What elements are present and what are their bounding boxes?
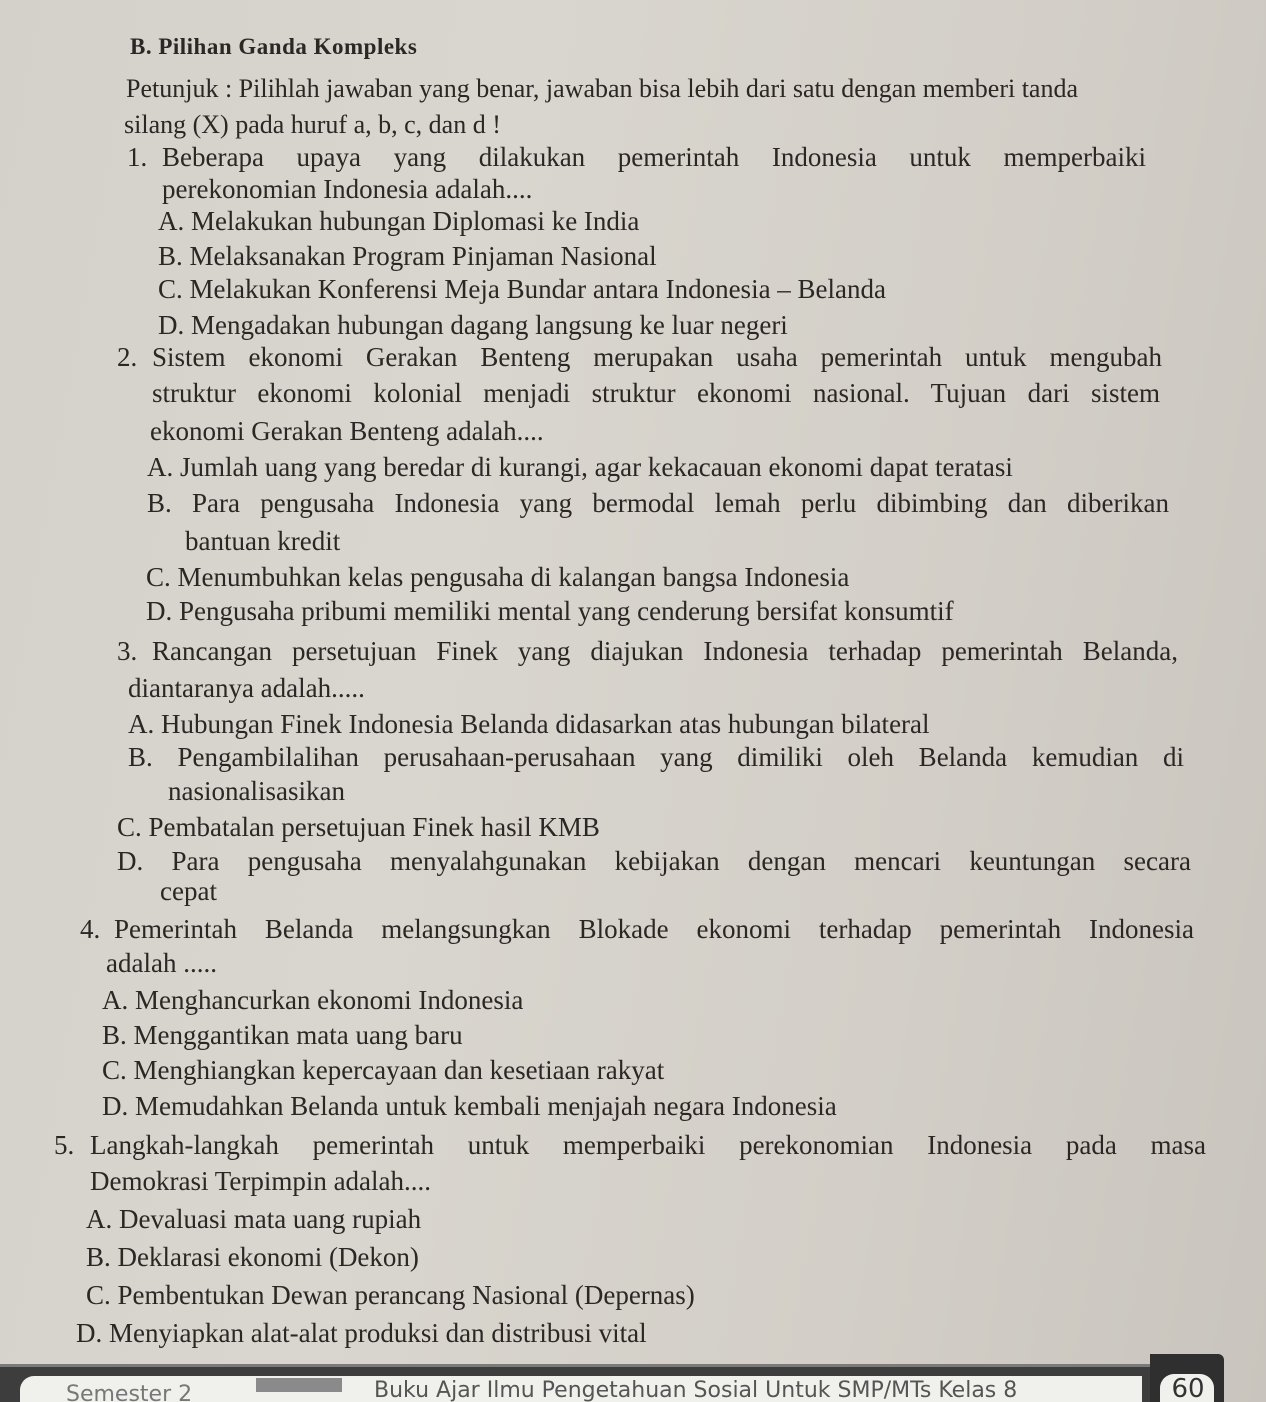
question-stem-line: Beberapa upaya yang dilakukan pemerintah Indonesia untuk memperbaiki <box>162 142 1146 172</box>
question-stem-line: Pemerintah Belanda melangsungkan Blokade ekonomi terhadap pemerintah Indonesia <box>114 914 1194 944</box>
question-number: 4. <box>80 914 101 944</box>
page-number: 60 <box>1171 1374 1205 1402</box>
question-stem-line: Demokrasi Terpimpin adalah.... <box>90 1166 432 1196</box>
option-a[interactable]: A. Jumlah uang yang beredar di kurangi, agar kekacauan ekonomi dapat teratasi <box>147 452 1013 482</box>
option-c[interactable]: C. Menghiangkan kepercayaan dan kesetiaan rakyat <box>102 1055 665 1085</box>
option-a[interactable]: A. Menghancurkan ekonomi Indonesia <box>102 985 524 1015</box>
option-b[interactable]: B. Para pengusaha Indonesia yang bermodal lemah perlu dibimbing dan diberikan <box>147 488 1169 518</box>
option-c[interactable]: C. Pembatalan persetujuan Finek hasil KMB <box>117 812 600 842</box>
option-c[interactable]: C. Pembentukan Dewan perancang Nasional (Depernas) <box>86 1280 695 1310</box>
footer-book-title: Buku Ajar Ilmu Pengetahuan Sosial Untuk SMP/MTs Kelas 8 <box>374 1378 1018 1402</box>
question-number: 3. <box>117 636 138 666</box>
option-d[interactable]: D. Memudahkan Belanda untuk kembali menjajah negara Indonesia <box>102 1091 837 1121</box>
option-d-continued: cepat <box>160 876 217 906</box>
question-stem-line: diantaranya adalah..... <box>128 673 365 703</box>
option-c[interactable]: C. Melakukan Konferensi Meja Bundar antara Indonesia – Belanda <box>158 274 887 304</box>
option-b[interactable]: B. Melaksanakan Program Pinjaman Nasional <box>158 241 657 271</box>
question-stem-line: perekonomian Indonesia adalah.... <box>162 174 533 204</box>
option-d[interactable]: D. Menyiapkan alat-alat produksi dan distribusi vital <box>76 1318 647 1348</box>
section-title: B. Pilihan Ganda Kompleks <box>130 34 418 59</box>
footer-semester: Semester 2 <box>66 1382 193 1402</box>
question-number: 5. <box>54 1130 75 1160</box>
option-a[interactable]: A. Devaluasi mata uang rupiah <box>86 1204 422 1234</box>
option-b-continued: bantuan kredit <box>185 526 341 556</box>
question-stem-line: Langkah-langkah pemerintah untuk memperbaiki perekonomian Indonesia pada masa <box>90 1130 1206 1160</box>
question-stem-line: Sistem ekonomi Gerakan Benteng merupakan usaha pemerintah untuk mengubah <box>152 342 1162 372</box>
question-number: 1. <box>127 142 148 172</box>
question-stem-line: ekonomi Gerakan Benteng adalah.... <box>150 416 544 446</box>
option-d[interactable]: D. Pengusaha pribumi memiliki mental yang cenderung bersifat konsumtif <box>146 596 954 626</box>
option-d[interactable]: D. Mengadakan hubungan dagang langsung ke luar negeri <box>158 310 788 340</box>
question-number: 2. <box>117 342 138 372</box>
question-stem-line: adalah ..... <box>106 948 217 978</box>
instruction-line-2: silang (X) pada huruf a, b, c, dan d ! <box>124 110 501 139</box>
option-b[interactable]: B. Deklarasi ekonomi (Dekon) <box>86 1242 419 1272</box>
instruction-line-1: Petunjuk : Pilihlah jawaban yang benar, jawaban bisa lebih dari satu dengan memberi tanda <box>126 74 1079 103</box>
question-stem-line: struktur ekonomi kolonial menjadi struktur ekonomi nasional. Tujuan dari sistem <box>152 378 1160 408</box>
footer-decoration <box>256 1378 342 1392</box>
option-a[interactable]: A. Hubungan Finek Indonesia Belanda didasarkan atas hubungan bilateral <box>128 709 930 739</box>
option-a[interactable]: A. Melakukan hubungan Diplomasi ke India <box>158 206 640 236</box>
option-b[interactable]: B. Pengambilalihan perusahaan-perusahaan yang dimiliki oleh Belanda kemudian di <box>128 742 1184 772</box>
option-d[interactable]: D. Para pengusaha menyalahgunakan kebijakan dengan mencari keuntungan secara <box>117 846 1191 876</box>
question-stem-line: Rancangan persetujuan Finek yang diajukan Indonesia terhadap pemerintah Belanda, <box>152 636 1178 666</box>
option-c[interactable]: C. Menumbuhkan kelas pengusaha di kalangan bangsa Indonesia <box>146 562 850 592</box>
option-b[interactable]: B. Menggantikan mata uang baru <box>102 1020 463 1050</box>
option-b-continued: nasionalisasikan <box>168 776 345 806</box>
